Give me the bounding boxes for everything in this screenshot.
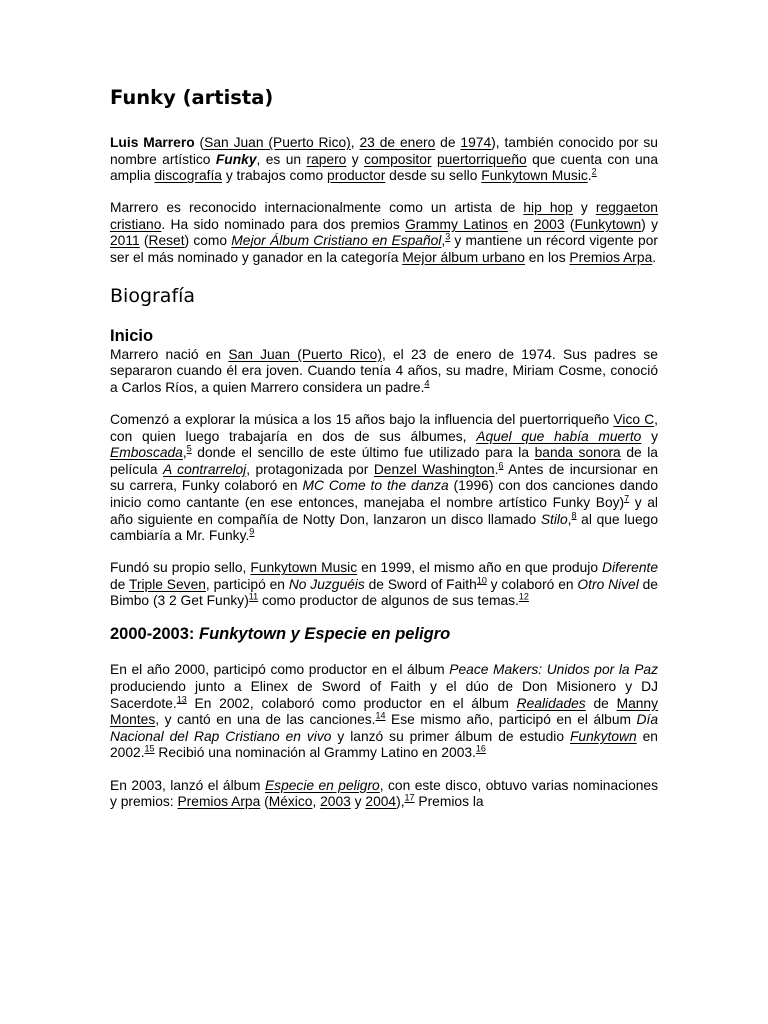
text-run: . xyxy=(587,168,592,184)
text-run: y mantiene un récord vigente por ser el más nominado y ganador en la categoría xyxy=(110,233,658,266)
text-run: y xyxy=(641,428,659,444)
text-run: , es un xyxy=(256,151,307,167)
wiki-link[interactable]: 2004 xyxy=(365,794,397,810)
text-run: y xyxy=(350,794,366,810)
wiki-link[interactable]: banda sonora xyxy=(534,445,621,461)
wiki-link[interactable]: Funkytown xyxy=(569,728,637,744)
wiki-link[interactable]: discografía xyxy=(154,168,222,184)
footnote-ref[interactable]: 2 xyxy=(591,166,597,177)
subsection-heading-inicio: Inicio xyxy=(110,326,154,345)
heading-years: 2000-2003: xyxy=(110,625,199,644)
footnote-ref[interactable]: 3 xyxy=(445,231,451,242)
wiki-link[interactable]: 2003 xyxy=(320,794,351,810)
wiki-link[interactable]: rapero xyxy=(306,151,347,167)
text-run: y lanzó su primer álbum de estudio xyxy=(331,728,570,744)
text-run: , participó en xyxy=(205,576,289,592)
inicio-paragraph-3 xyxy=(110,560,658,610)
text-run: ( xyxy=(260,794,269,810)
text-run: , xyxy=(350,135,360,150)
text-run: ), también conocido por su nombre artístico xyxy=(110,135,658,167)
intro-paragraph-1 xyxy=(110,135,658,185)
text-run: Marrero es reconocido internacionalmente como un artista de xyxy=(110,200,524,216)
text-run: En 2003, lanzó el álbum xyxy=(110,777,265,793)
footnote-ref[interactable]: 7 xyxy=(624,493,630,504)
wiki-link[interactable]: Grammy Latinos xyxy=(405,216,508,232)
wiki-link[interactable]: productor xyxy=(327,168,386,184)
wiki-link[interactable]: reggaeton xyxy=(595,200,658,216)
text-run: , con este disco, obtuvo varias nominaciones y premios: xyxy=(110,777,659,810)
footnote-ref[interactable]: 11 xyxy=(248,591,259,602)
text-run: , xyxy=(441,233,446,249)
footnote-ref[interactable]: 16 xyxy=(475,743,486,754)
inicio-paragraph-2 xyxy=(110,412,658,545)
wiki-link[interactable]: Premios Arpa xyxy=(569,250,653,266)
text-run: Ese mismo año, participó en el álbum xyxy=(385,712,637,728)
text-run: , y cantó en una de las canciones. xyxy=(155,712,376,728)
text-run: en los xyxy=(524,250,570,266)
section-heading-biografia: Biografía xyxy=(110,284,196,307)
inicio-paragraph-1 xyxy=(110,347,658,397)
article-body xyxy=(110,86,658,811)
text-run: y colaboró en xyxy=(486,576,578,592)
text-run: Premios la xyxy=(414,794,484,810)
text-run: Luis Marrero xyxy=(110,135,195,150)
text-run: ) y xyxy=(641,216,659,232)
text-run: al que luego cambiaría a Mr. Funky. xyxy=(110,511,658,544)
wiki-link[interactable]: Denzel Washington xyxy=(373,461,495,477)
text-run: , xyxy=(182,445,187,461)
text-run: de Bimbo (3 2 Get Funky) xyxy=(110,576,658,609)
subsection-heading-2000-2003 xyxy=(110,625,658,644)
text-run: produciendo junto a Elinex de Sword of Faith y el dúo de Don Misionero y DJ Sacerdote. xyxy=(110,679,658,711)
wiki-link[interactable]: Triple Seven xyxy=(128,576,206,592)
wiki-link[interactable]: 2011 xyxy=(110,233,140,249)
text-run: No Juzguéis xyxy=(288,576,365,592)
text-run: Día Nacional del Rap Cristiano en vivo xyxy=(110,712,659,744)
wiki-link[interactable]: A contrarreloj xyxy=(163,461,247,477)
text-run: (1996) con dos canciones dando inicio como cantante (en ese entonces, manejaba el nombre artístico Funky Boy) xyxy=(110,478,659,510)
wiki-link[interactable]: Realidades xyxy=(516,695,586,711)
text-run: Recibió una nominación al Grammy Latino en 2003. xyxy=(154,745,476,761)
intro-paragraph-2 xyxy=(110,200,658,266)
text-run: Stilo xyxy=(540,511,568,527)
text-run: , xyxy=(567,511,572,527)
text-run: ( xyxy=(564,216,575,232)
text-run: Antes de incursionar en su carrera, Funky colaboró en xyxy=(110,461,658,494)
wiki-link[interactable]: San Juan (Puerto Rico) xyxy=(228,346,382,362)
text-run: de la película xyxy=(110,445,658,477)
text-run: ( xyxy=(194,135,205,150)
text-run: , xyxy=(312,794,321,810)
era-paragraph-2 xyxy=(110,778,658,811)
footnote-ref[interactable]: 8 xyxy=(571,509,577,520)
text-run: . xyxy=(494,461,499,477)
text-run: y xyxy=(346,151,365,167)
era-paragraph-1 xyxy=(110,662,658,762)
wiki-link[interactable]: 2003 xyxy=(533,216,565,232)
text-run: En 2002, colaboró como productor en el álbum xyxy=(186,695,517,711)
wiki-link[interactable]: Especie en peligro xyxy=(264,777,380,793)
text-run: y trabajos como xyxy=(221,168,328,184)
text-run: y xyxy=(572,200,596,216)
footnote-ref[interactable]: 14 xyxy=(375,710,386,721)
footnote-ref[interactable]: 4 xyxy=(424,378,430,389)
footnote-ref[interactable]: 10 xyxy=(476,575,487,586)
text-run: ( xyxy=(139,233,149,249)
text-run: ) como xyxy=(184,233,232,249)
text-run: Peace Makers: Unidos por la Paz xyxy=(449,662,658,678)
wiki-link[interactable]: cristiano xyxy=(110,216,162,232)
wiki-link[interactable]: Aquel que había muerto xyxy=(476,428,642,444)
footnote-ref[interactable]: 9 xyxy=(249,526,255,537)
footnote-ref[interactable]: 6 xyxy=(498,460,504,471)
wiki-link[interactable]: 1974 xyxy=(460,135,492,150)
wiki-link[interactable]: San Juan (Puerto Rico) xyxy=(204,135,351,150)
wiki-link[interactable]: Mejor álbum urbano xyxy=(402,250,525,266)
wiki-link[interactable]: Mejor Álbum Cristiano en Español xyxy=(231,233,442,249)
text-run: de xyxy=(435,135,461,150)
text-run: ), xyxy=(396,794,405,810)
wiki-link[interactable]: hip hop xyxy=(523,200,573,216)
text-run: que cuenta con una amplia xyxy=(110,151,658,184)
text-run: de xyxy=(585,695,617,711)
wiki-link[interactable]: Funkytown Music xyxy=(250,560,358,576)
wiki-link[interactable]: compositor xyxy=(364,151,432,167)
wiki-link[interactable]: Reset xyxy=(148,233,185,249)
text-run: como productor de algunos de sus temas. xyxy=(258,593,519,609)
wiki-link[interactable]: Premios Arpa xyxy=(177,794,261,810)
text-run: , con quien luego trabajaría en dos de sus álbumes, xyxy=(110,411,659,444)
text-run: MC Come to the danza xyxy=(302,478,449,494)
wiki-link[interactable]: 23 de enero xyxy=(359,135,436,150)
text-run: . xyxy=(652,250,657,266)
footnote-ref[interactable]: 15 xyxy=(144,743,155,754)
text-run: Diferente xyxy=(602,560,658,576)
text-run: , el 23 de enero de 1974. Sus padres se separaron cuando él era joven. Cuando tenía 4 años, su madre, Miriam Cosme, conoció a Carlos Ríos, a quien Marrero considera un padre. xyxy=(110,346,658,395)
text-run: desde su sello xyxy=(385,168,482,184)
text-run: de xyxy=(110,576,129,592)
footnote-ref[interactable]: 17 xyxy=(404,792,415,803)
text-run: . Ha sido nominado para dos premios xyxy=(161,216,406,232)
wiki-link[interactable]: Manny Montes xyxy=(110,695,659,728)
wiki-link[interactable]: puertorriqueño xyxy=(436,151,527,167)
footnote-ref[interactable]: 12 xyxy=(518,591,529,602)
text-run: y al año siguiente en compañía de Notty Don, lanzaron un disco llamado xyxy=(110,494,658,527)
text-run: Otro Nivel xyxy=(577,576,639,592)
footnote-ref[interactable]: 5 xyxy=(186,443,192,454)
wiki-link[interactable]: México xyxy=(268,794,313,810)
text-run: Comenzó a explorar la música a los 15 años bajo la influencia del puertorriqueño xyxy=(110,411,614,427)
text-run: Funky xyxy=(215,151,257,167)
heading-album-titles: Funkytown y Especie en peligro xyxy=(199,625,451,644)
text-run: de Sword of Faith xyxy=(364,576,477,592)
wiki-link[interactable]: Vico C xyxy=(613,411,655,427)
text-run: en xyxy=(507,216,534,232)
text-run: en 1999, el mismo año en que produjo xyxy=(357,560,603,576)
text-run: Fundó su propio sello, xyxy=(110,560,251,576)
text-run: , protagonizada por xyxy=(246,461,374,477)
footnote-ref[interactable]: 13 xyxy=(176,694,187,705)
wiki-link[interactable]: Emboscada xyxy=(110,445,183,461)
text-run: En el año 2000, participó como productor en el álbum xyxy=(110,662,450,678)
text-run: donde el sencillo de este último fue utilizado para la xyxy=(191,445,535,461)
wiki-link[interactable]: Funkytown Music xyxy=(481,168,588,184)
text-run: Marrero nació en xyxy=(110,346,229,362)
wiki-link[interactable]: Funkytown xyxy=(574,216,642,232)
article-title: Funky (artista) xyxy=(110,86,274,109)
text-run: en 2002. xyxy=(110,728,658,761)
